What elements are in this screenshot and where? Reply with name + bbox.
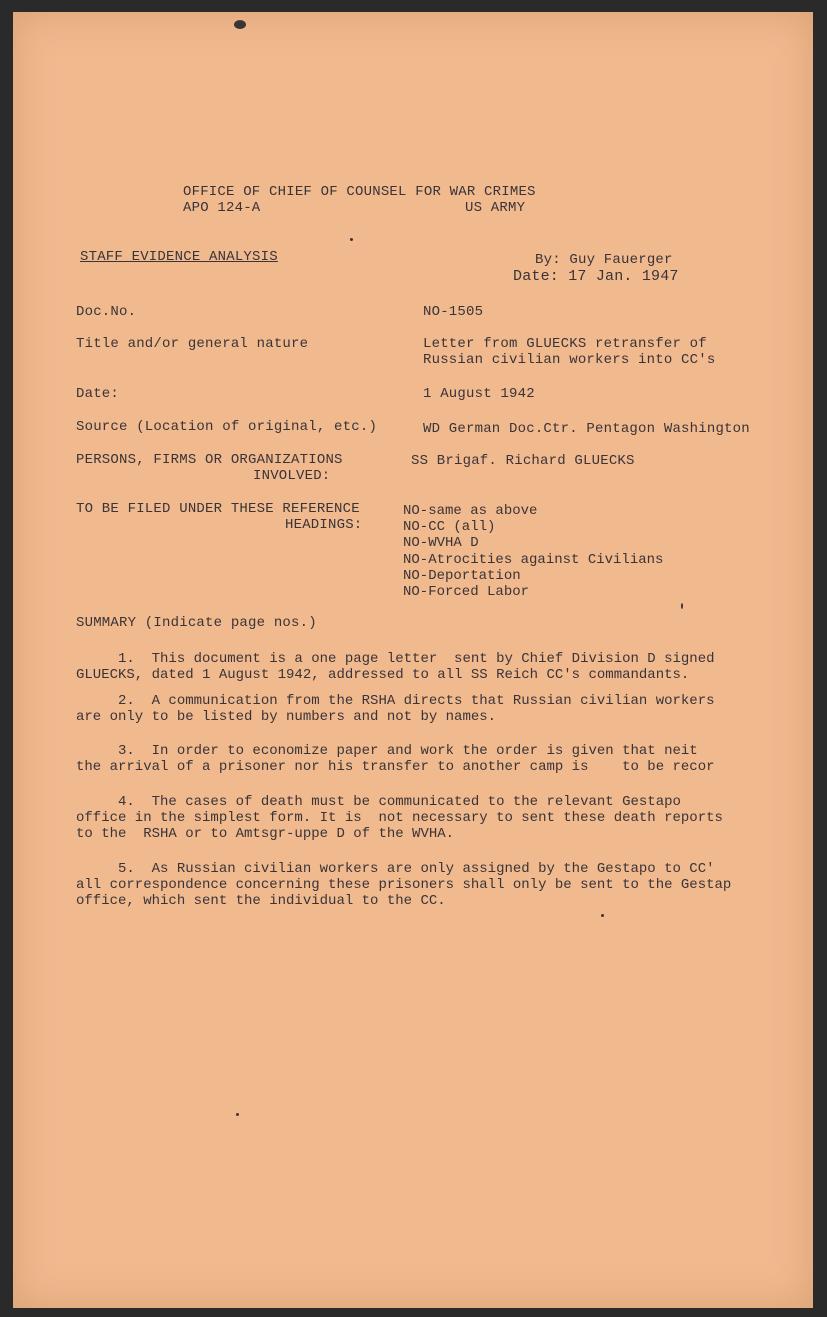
analysis-date: Date: 17 Jan. 1947 bbox=[513, 268, 679, 285]
summary-paragraph-3-line2: the arrival of a prisoner nor his transfer to another camp is to be recor bbox=[76, 759, 715, 775]
reference-item: NO-same as above bbox=[403, 503, 538, 519]
summary-paragraph-5-line3: office, which sent the individual to the CC. bbox=[76, 893, 446, 909]
date-label: Date: bbox=[76, 386, 120, 402]
analysis-heading: STAFF EVIDENCE ANALYSIS bbox=[80, 249, 278, 265]
paper-speck bbox=[236, 1113, 239, 1116]
doc-no-value: NO-1505 bbox=[423, 304, 484, 320]
summary-paragraph-5-line2: all correspondence concerning these prisoners shall only be sent to the Gestap bbox=[76, 877, 732, 893]
persons-value: SS Brigaf. Richard GLUECKS bbox=[411, 453, 635, 469]
summary-heading: SUMMARY (Indicate page nos.) bbox=[76, 615, 317, 631]
reference-item: NO-CC (all) bbox=[403, 519, 496, 535]
office-title: OFFICE OF CHIEF OF COUNSEL FOR WAR CRIMES bbox=[183, 184, 536, 200]
paper-speck bbox=[350, 238, 353, 241]
reference-item: NO-WVHA D bbox=[403, 535, 479, 551]
summary-paragraph-3-line1: 3. In order to economize paper and work the order is given that neit bbox=[76, 743, 698, 759]
reference-item: NO-Atrocities against Civilians bbox=[403, 552, 664, 568]
filed-label-line2: HEADINGS: bbox=[285, 517, 363, 533]
ink-blot bbox=[234, 20, 246, 29]
persons-label-line1: PERSONS, FIRMS OR ORGANIZATIONS bbox=[76, 452, 343, 468]
summary-paragraph-2-line1: 2. A communication from the RSHA directs that Russian civilian workers bbox=[76, 693, 715, 709]
summary-paragraph-4-line3: to the RSHA or to Amtsgr-uppe D of the WVHA. bbox=[76, 826, 455, 842]
reference-item: NO-Forced Labor bbox=[403, 584, 530, 600]
document-page bbox=[13, 12, 813, 1308]
paper-speck bbox=[681, 603, 683, 609]
doc-no-label: Doc.No. bbox=[76, 304, 137, 320]
summary-paragraph-1-line1: 1. This document is a one page letter sent by Chief Division D signed bbox=[76, 651, 715, 667]
date-value: 1 August 1942 bbox=[423, 386, 535, 402]
title-label: Title and/or general nature bbox=[76, 336, 309, 352]
summary-paragraph-1-line2: GLUECKS, dated 1 August 1942, addressed to all SS Reich CC's commandants. bbox=[76, 667, 690, 683]
paper-speck bbox=[601, 914, 604, 917]
source-label: Source (Location of original, etc.) bbox=[76, 419, 378, 435]
source-value: WD German Doc.Ctr. Pentagon Washington bbox=[423, 421, 750, 437]
filed-label-line1: TO BE FILED UNDER THESE REFERENCE bbox=[76, 501, 360, 517]
reference-item: NO-Deportation bbox=[403, 568, 521, 584]
summary-paragraph-2-line2: are only to be listed by numbers and not by names. bbox=[76, 709, 497, 725]
title-value-line1: Letter from GLUECKS retransfer of bbox=[423, 336, 707, 352]
apo-number: APO 124-A bbox=[183, 200, 261, 216]
persons-label-line2: INVOLVED: bbox=[253, 468, 331, 484]
title-value-line2: Russian civilian workers into CC's bbox=[423, 352, 716, 368]
summary-paragraph-4-line1: 4. The cases of death must be communicated to the relevant Gestapo bbox=[76, 794, 681, 810]
analyst-name: By: Guy Fauerger bbox=[535, 252, 673, 268]
summary-paragraph-4-line2: office in the simplest form. It is not necessary to sent these death reports bbox=[76, 810, 723, 826]
summary-paragraph-5-line1: 5. As Russian civilian workers are only assigned by the Gestapo to CC' bbox=[76, 861, 715, 877]
us-army-label: US ARMY bbox=[465, 200, 526, 216]
